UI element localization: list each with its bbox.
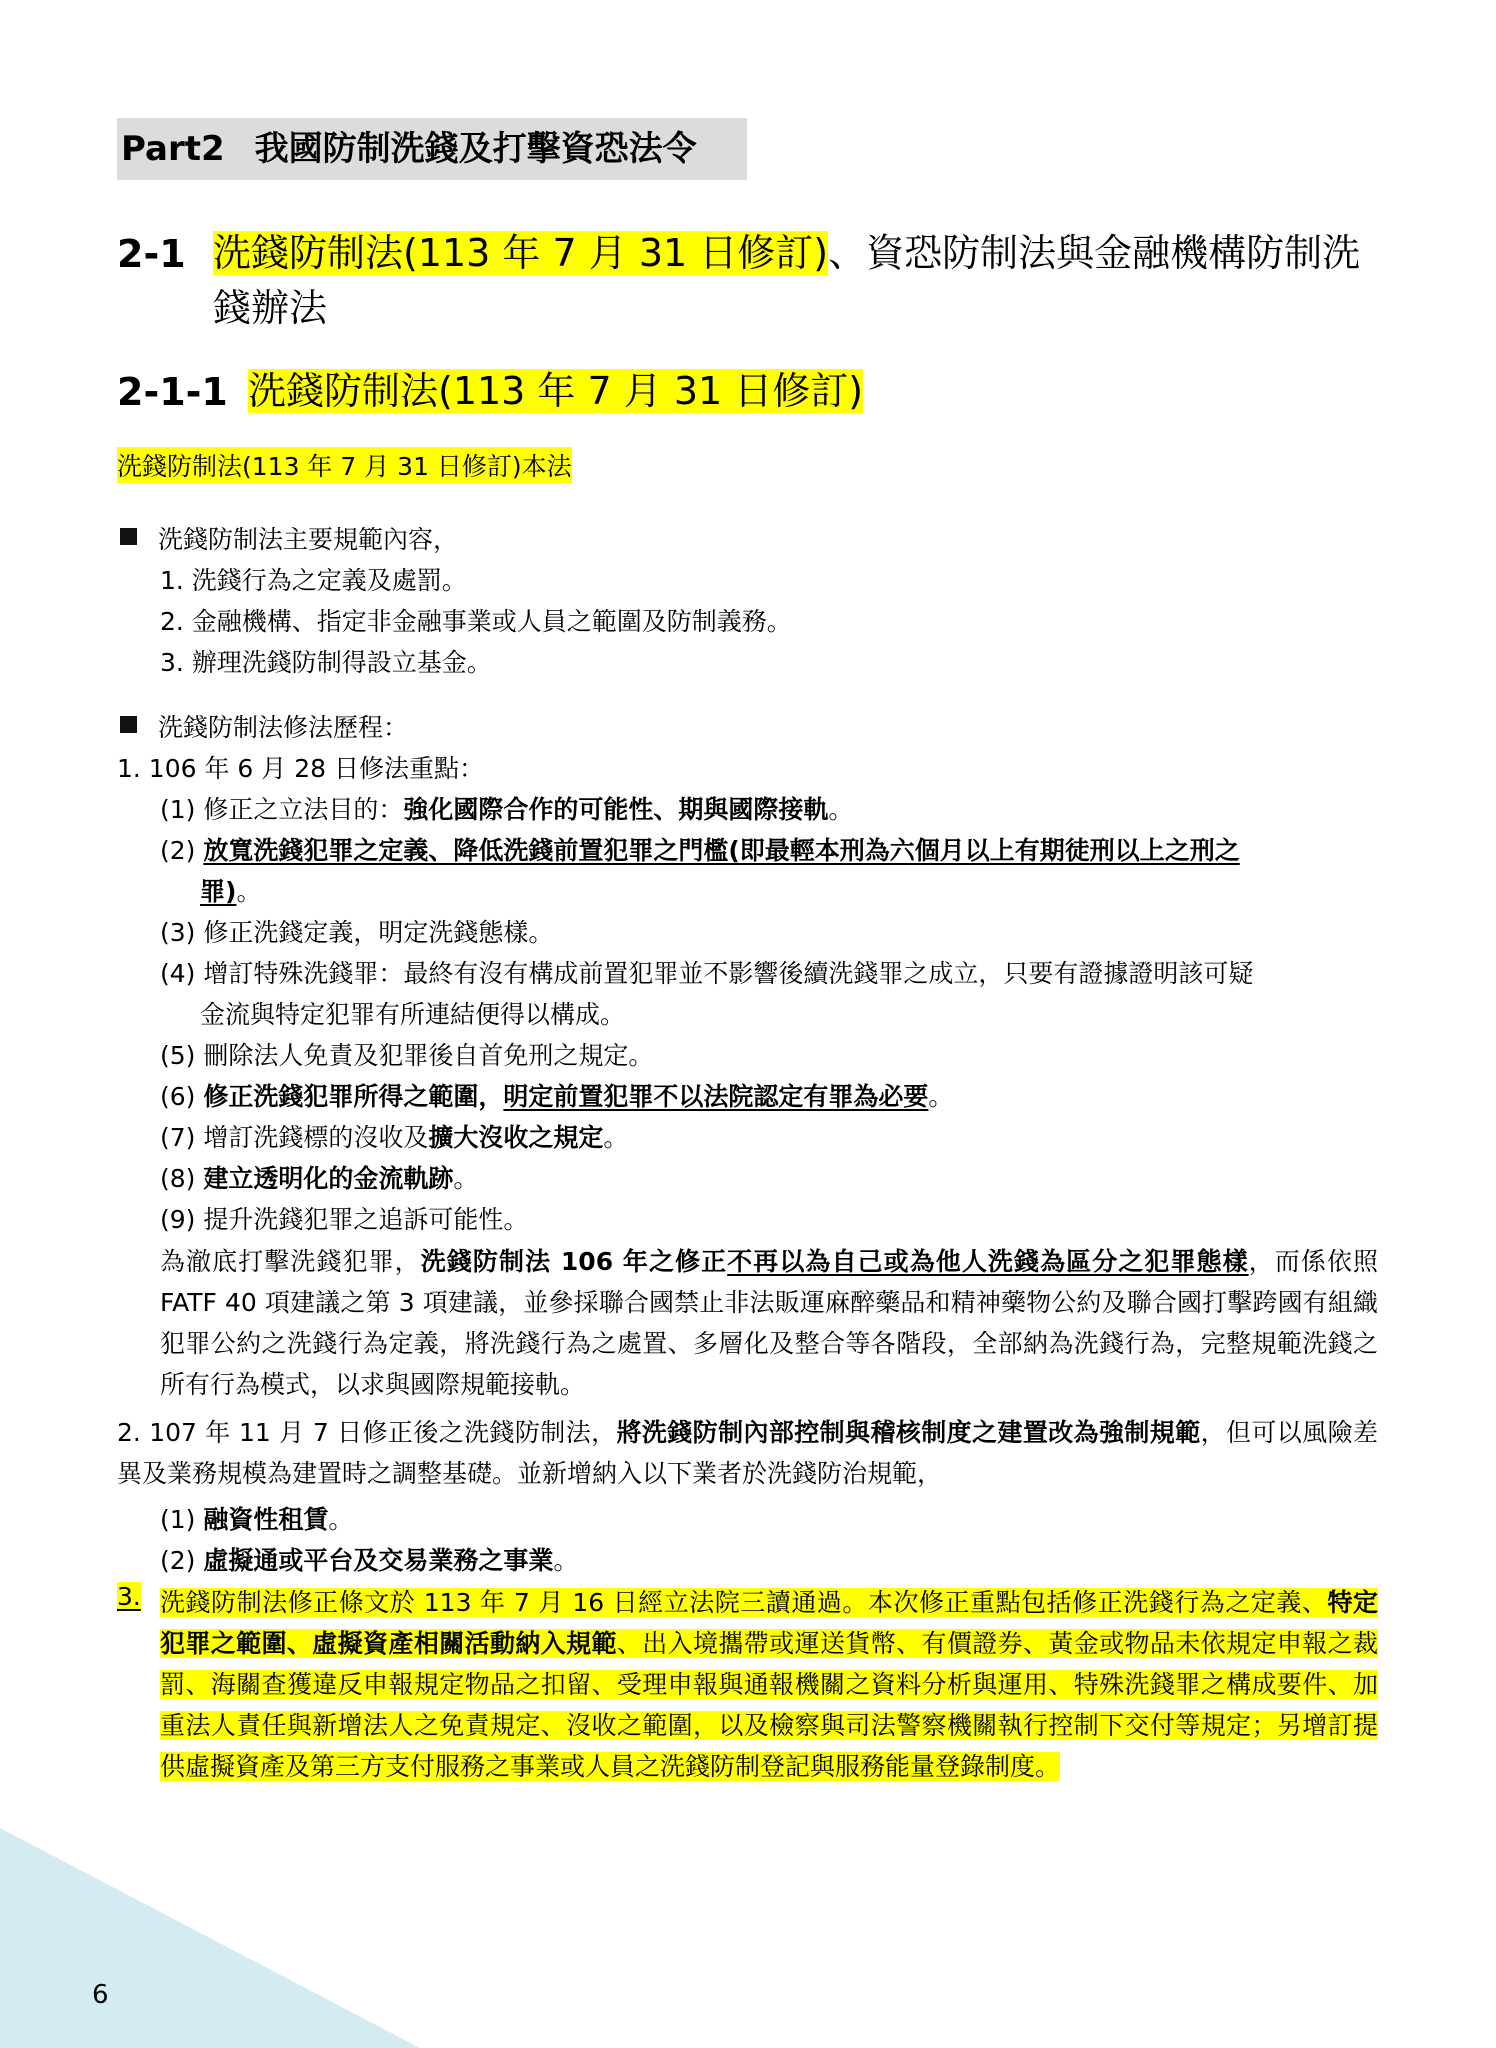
item-2-sub-2: (2) 虛擬通或平台及交易業務之事業。	[160, 1546, 579, 1575]
section-2-1-1-title-highlight: 洗錢防制法(113 年 7 月 31 日修訂)	[248, 369, 864, 413]
list1-item: 1. 洗錢行為之定義及處罰。	[160, 566, 467, 595]
intro-line: 洗錢防制法(113 年 7 月 31 日修訂)本法	[117, 447, 572, 483]
list2-header-text: 洗錢防制法修法歷程：	[158, 713, 409, 742]
list1-item: 3. 辦理洗錢防制得設立基金。	[160, 648, 492, 677]
list1-item: 2. 金融機構、指定非金融事業或人員之範圍及防制義務。	[160, 607, 792, 636]
part-title-text: 我國防制洗錢及打擊資恐法令	[254, 129, 697, 169]
list2-item-3-number: 3.	[117, 1582, 141, 1611]
sub-item-2: (2) 放寬洗錢犯罪之定義、降低洗錢前置犯罪之門檻(即最輕本刑為六個月以上有期徒刑以上之刑之	[160, 836, 1240, 865]
paragraph-2017-amendment: 為澈底打擊洗錢犯罪，洗錢防制法 106 年之修正不再以為自己或為他人洗錢為區分之犯罪態樣，而係依照 FATF 40 項建議之第 3 項建議，並參採聯合國禁止非法販運麻醉藥品和精神藥物公約及聯合國打擊跨國有組織犯罪公約之洗錢行為定義，將洗錢行為之處置、多層化及整合等各階段，全部納為洗錢行為，完整規範洗錢之所有行為模式，以求與國際規範接軌。	[160, 1247, 1378, 1399]
section-2-1-1-number: 2-1-1	[117, 370, 228, 414]
sub-item-6: (6) 修正洗錢犯罪所得之範圍，明定前置犯罪不以法院認定有罪為必要。	[160, 1082, 954, 1111]
section-2-1-title-highlight: 洗錢防制法(113 年 7 月 31 日修訂)	[213, 231, 829, 275]
square-bullet-icon	[120, 716, 137, 733]
section-2-1-title	[213, 226, 1393, 336]
section-2-1-number: 2-1	[117, 232, 186, 276]
list1-header-text: 洗錢防制法主要規範內容，	[158, 525, 459, 554]
sub-item-4-cont: 金流與特定犯罪有所連結便得以構成。	[200, 1000, 626, 1029]
sub-item-3: (3) 修正洗錢定義，明定洗錢態樣。	[160, 918, 554, 947]
section-2-1-title-rest: 、資恐防制法與金融機構防制洗	[828, 231, 1361, 275]
section-2-1-1-title	[248, 364, 863, 419]
square-bullet-icon	[120, 528, 137, 545]
list2-item-3: 洗錢防制法修正條文於 113 年 7 月 16 日經立法院三讀通過。本次修正重點包括修正洗錢行為之定義、特定犯罪之範圍、虛擬資產相關活動納入規範、出入境攜帶或運送貨幣、有價證券、黃金或物品未依規定申報之裁罰、海關查獲違反申報規定物品之扣留、受理申報與通報機關之資料分析與運用、特殊洗錢罪之構成要件、加重法人責任與新增法人之免責規定、沒收之範圍，以及檢察與司法警察機關執行控制下交付等規定；另增訂提供虛擬資產及第三方支付服務之事業或人員之洗錢防制登記與服務能量登錄制度。	[160, 1588, 1378, 1781]
part-heading	[117, 118, 747, 180]
sub-item-8: (8) 建立透明化的金流軌跡。	[160, 1164, 479, 1193]
part-number: Part2	[121, 129, 225, 169]
sub-item-2-cont: 罪)。	[200, 877, 262, 906]
list2-item-2: 2. 107 年 11 月 7 日修正後之洗錢防制法，將洗錢防制內部控制與稽核制度之建置改為強制規範，但可以風險差異及業務規模為建置時之調整基礎。並新增納入以下業者於洗錢防治規範，	[117, 1418, 1378, 1488]
sub-item-1: (1) 修正之立法目的：強化國際合作的可能性、期與國際接軌。	[160, 795, 854, 824]
section-2-1-title-line2: 錢辦法	[213, 286, 328, 330]
list2-item-1-label: 1. 106 年 6 月 28 日修法重點：	[117, 754, 484, 783]
item-2-sub-1: (1) 融資性租賃。	[160, 1505, 354, 1534]
page-number: 6	[92, 1980, 109, 2010]
list2-header	[120, 708, 408, 744]
sub-item-5: (5) 刪除法人免責及犯罪後自首免刑之規定。	[160, 1041, 654, 1070]
sub-item-9: (9) 提升洗錢犯罪之追訴可能性。	[160, 1205, 529, 1234]
corner-decoration	[0, 1828, 420, 2048]
sub-item-4: (4) 增訂特殊洗錢罪：最終有沒有構成前置犯罪並不影響後續洗錢罪之成立，只要有證據證明該可疑	[160, 959, 1254, 988]
sub-item-7: (7) 增訂洗錢標的沒收及擴大沒收之規定。	[160, 1123, 629, 1152]
list1-header	[120, 520, 458, 556]
